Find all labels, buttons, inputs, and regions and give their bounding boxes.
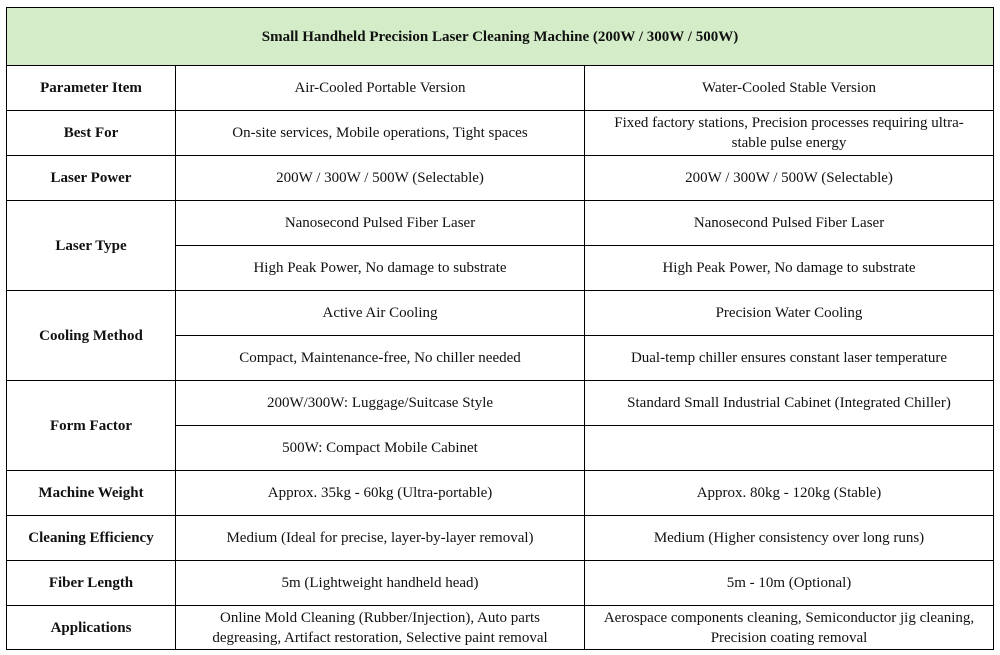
form-factor-air-2: 500W: Compact Mobile Cabinet xyxy=(176,426,585,471)
label-fiber-length: Fiber Length xyxy=(7,561,176,606)
cooling-water-2: Dual-temp chiller ensures constant laser temperature xyxy=(585,336,994,381)
laser-power-air: 200W / 300W / 500W (Selectable) xyxy=(176,156,585,201)
label-cooling-method: Cooling Method xyxy=(7,291,176,381)
best-for-air: On-site services, Mobile operations, Tight spaces xyxy=(176,111,585,156)
form-factor-water-1: Standard Small Industrial Cabinet (Integrated Chiller) xyxy=(585,381,994,426)
weight-air: Approx. 35kg - 60kg (Ultra-portable) xyxy=(176,471,585,516)
cooling-air-1: Active Air Cooling xyxy=(176,291,585,336)
label-laser-type: Laser Type xyxy=(7,201,176,291)
label-cleaning-efficiency: Cleaning Efficiency xyxy=(7,516,176,561)
laser-power-water: 200W / 300W / 500W (Selectable) xyxy=(585,156,994,201)
label-laser-power: Laser Power xyxy=(7,156,176,201)
cooling-water-1: Precision Water Cooling xyxy=(585,291,994,336)
form-factor-water-2 xyxy=(585,426,994,471)
header-parameter-item: Parameter Item xyxy=(7,66,176,111)
laser-type-air-2: High Peak Power, No damage to substrate xyxy=(176,246,585,291)
form-factor-air-1: 200W/300W: Luggage/Suitcase Style xyxy=(176,381,585,426)
cooling-air-2: Compact, Maintenance-free, No chiller needed xyxy=(176,336,585,381)
laser-type-water-1: Nanosecond Pulsed Fiber Laser xyxy=(585,201,994,246)
table-title: Small Handheld Precision Laser Cleaning Machine (200W / 300W / 500W) xyxy=(7,8,994,66)
label-form-factor: Form Factor xyxy=(7,381,176,471)
fiber-air: 5m (Lightweight handheld head) xyxy=(176,561,585,606)
label-applications: Applications xyxy=(7,606,176,650)
best-for-water: Fixed factory stations, Precision processes requiring ultra-stable pulse energy xyxy=(585,111,994,156)
efficiency-water: Medium (Higher consistency over long runs) xyxy=(585,516,994,561)
label-best-for: Best For xyxy=(7,111,176,156)
header-air-cooled: Air-Cooled Portable Version xyxy=(176,66,585,111)
applications-water: Aerospace components cleaning, Semiconductor jig cleaning, Precision coating removal xyxy=(585,606,994,650)
fiber-water: 5m - 10m (Optional) xyxy=(585,561,994,606)
weight-water: Approx. 80kg - 120kg (Stable) xyxy=(585,471,994,516)
header-water-cooled: Water-Cooled Stable Version xyxy=(585,66,994,111)
applications-air: Online Mold Cleaning (Rubber/Injection), Auto parts degreasing, Artifact restoration, Selective paint removal xyxy=(176,606,585,650)
laser-type-water-2: High Peak Power, No damage to substrate xyxy=(585,246,994,291)
laser-type-air-1: Nanosecond Pulsed Fiber Laser xyxy=(176,201,585,246)
spec-table xyxy=(6,7,994,650)
efficiency-air: Medium (Ideal for precise, layer-by-layer removal) xyxy=(176,516,585,561)
label-machine-weight: Machine Weight xyxy=(7,471,176,516)
